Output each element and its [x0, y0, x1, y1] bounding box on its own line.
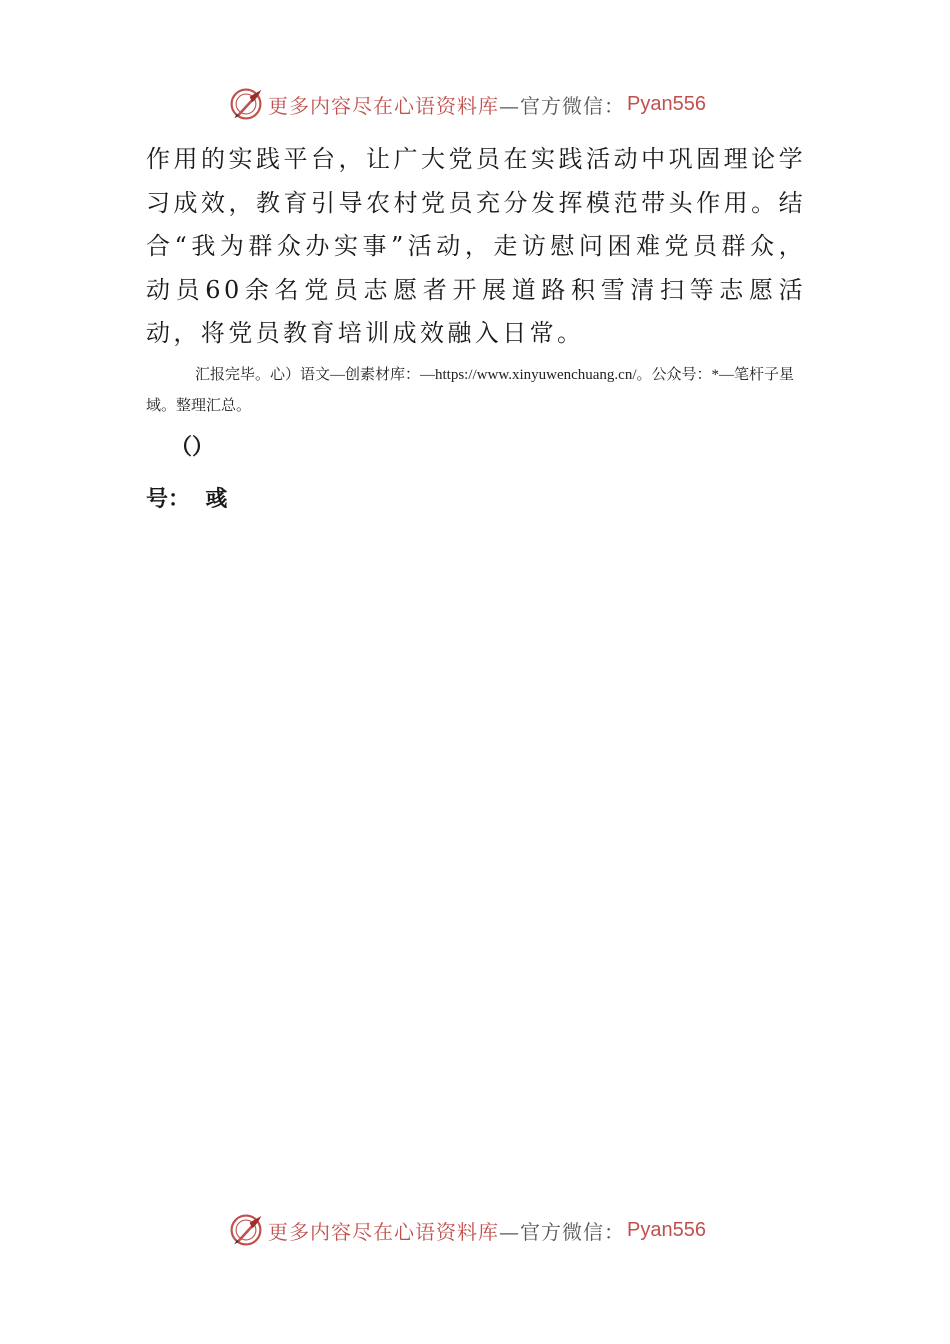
footer-banner [0, 1208, 950, 1252]
header-site-text: 更多内容尽在心语资料库 [268, 93, 499, 118]
closing-note: 汇报完毕。心）语文—创素材库：—https://www.xinyuwenchuang.cn/。公众号：*—笔杆子星域。整理汇总。 [146, 367, 794, 414]
body-paragraph: 作用的实践平台，让广大党员在实践活动中巩固理论学习成效，教育引导农村党员充分发挥模范带头作用。结合“我为群众办实事”活动，走访慰问困难党员群众，动员60余名党员志愿者开展道路积雪清扫等志愿活动，将党员教育培训成效融入日常。 [146, 145, 806, 347]
quill-pen-logo-icon [228, 1212, 264, 1248]
footer-wechat-id: Pyan556 [627, 1218, 706, 1241]
footer-site-text: 更多内容尽在心语资料库 [268, 1219, 499, 1244]
number-label-line: 号： 彧 [146, 487, 228, 512]
parentheses-line: （） [170, 435, 215, 460]
header-wechat-id: Pyan556 [627, 92, 706, 115]
footer-wechat-label: —官方微信： [499, 1219, 625, 1244]
quill-pen-logo-icon [228, 86, 264, 122]
header-wechat-label: —官方微信： [499, 93, 625, 118]
header-banner [0, 82, 950, 126]
